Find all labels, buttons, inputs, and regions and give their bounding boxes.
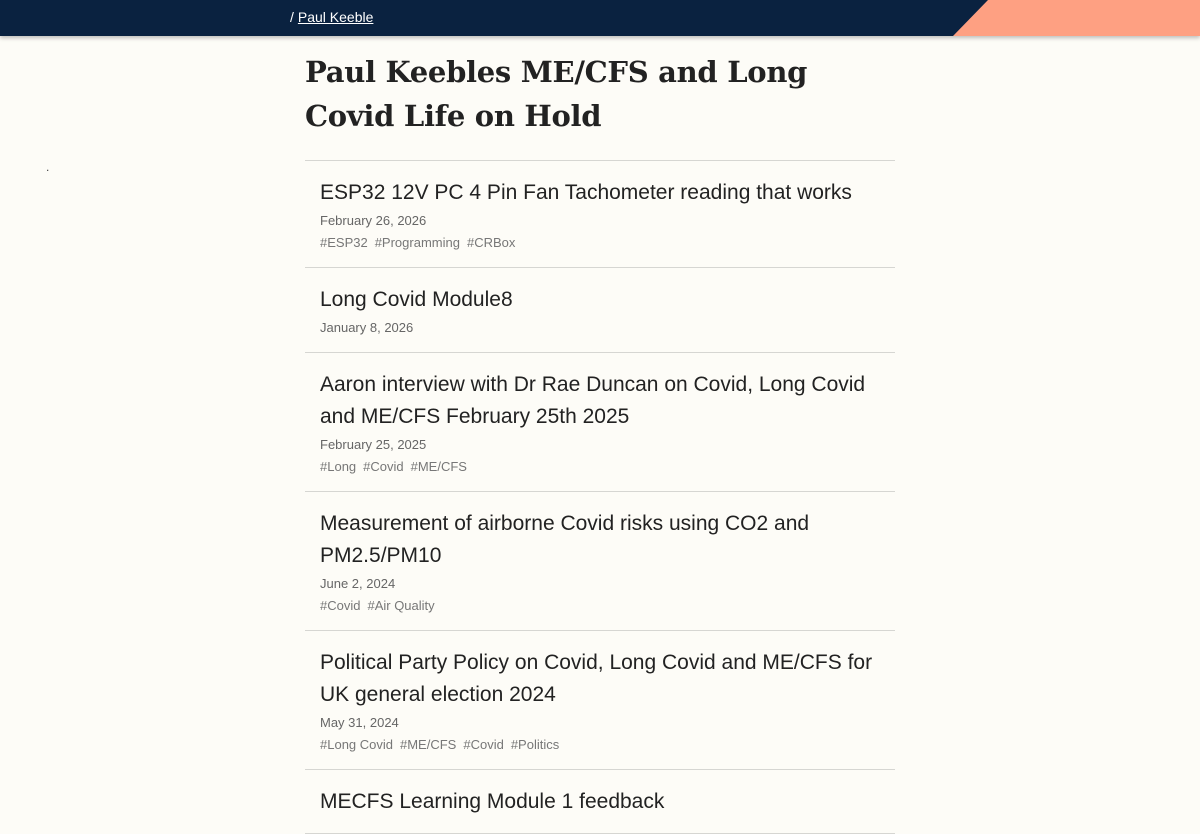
post-tags bbox=[320, 458, 880, 476]
tag-link[interactable]: #CRBox bbox=[466, 235, 516, 250]
post-list-item bbox=[305, 770, 895, 834]
post-title-link[interactable]: Long Covid Module8 bbox=[320, 288, 513, 311]
corner-triangle bbox=[953, 0, 1200, 36]
tag-link[interactable]: #ME/CFS bbox=[400, 737, 457, 752]
tag-link[interactable]: #Covid bbox=[363, 459, 404, 474]
post-list-item bbox=[305, 492, 895, 631]
post-title-link[interactable]: Aaron interview with Dr Rae Duncan on Covid, Long Covid and ME/CFS February 25th 2025 bbox=[320, 373, 866, 428]
tag-link[interactable]: #Long Covid bbox=[320, 737, 393, 752]
post-tags bbox=[320, 597, 880, 615]
tag-link[interactable]: #Programming bbox=[374, 235, 460, 250]
tag-link[interactable]: #Air Quality bbox=[367, 598, 435, 613]
post-date: June 2, 2024 bbox=[320, 576, 396, 591]
post-date: February 25, 2025 bbox=[320, 437, 427, 452]
post-list bbox=[305, 160, 895, 834]
breadcrumb-home-link[interactable]: Paul Keeble bbox=[297, 9, 374, 25]
post-title-link[interactable]: Political Party Policy on Covid, Long Covid and ME/CFS for UK general election 2024 bbox=[320, 651, 873, 706]
top-navigation-bar bbox=[0, 0, 1200, 36]
tag-link[interactable]: #ESP32 bbox=[320, 235, 368, 250]
post-title-link[interactable]: Measurement of airborne Covid risks using CO2 and PM2.5/PM10 bbox=[320, 512, 810, 567]
tag-link[interactable]: #Covid bbox=[463, 737, 504, 752]
tag-link[interactable]: #ME/CFS bbox=[410, 459, 467, 474]
stray-mark: . bbox=[46, 160, 50, 174]
post-tags bbox=[320, 234, 880, 252]
post-list-item bbox=[305, 631, 895, 770]
post-list-item bbox=[305, 161, 895, 268]
page-title: Paul Keebles ME/CFS and Long Covid Life on Hold bbox=[305, 55, 808, 133]
post-title-link[interactable]: MECFS Learning Module 1 feedback bbox=[320, 790, 665, 813]
tag-link[interactable]: #Long bbox=[320, 459, 357, 474]
main-content bbox=[305, 50, 895, 834]
breadcrumb bbox=[290, 9, 373, 25]
post-list-item bbox=[305, 353, 895, 492]
post-date: May 31, 2024 bbox=[320, 715, 399, 730]
post-date: February 26, 2026 bbox=[320, 213, 427, 228]
breadcrumb-separator: / bbox=[290, 9, 294, 25]
post-date: January 8, 2026 bbox=[320, 320, 414, 335]
tag-link[interactable]: #Covid bbox=[320, 598, 361, 613]
post-tags bbox=[320, 736, 880, 754]
post-list-item bbox=[305, 268, 895, 353]
decorative-corner-shape bbox=[950, 0, 1200, 36]
post-title-link[interactable]: ESP32 12V PC 4 Pin Fan Tachometer reading that works bbox=[320, 181, 852, 204]
tag-link[interactable]: #Politics bbox=[510, 737, 560, 752]
